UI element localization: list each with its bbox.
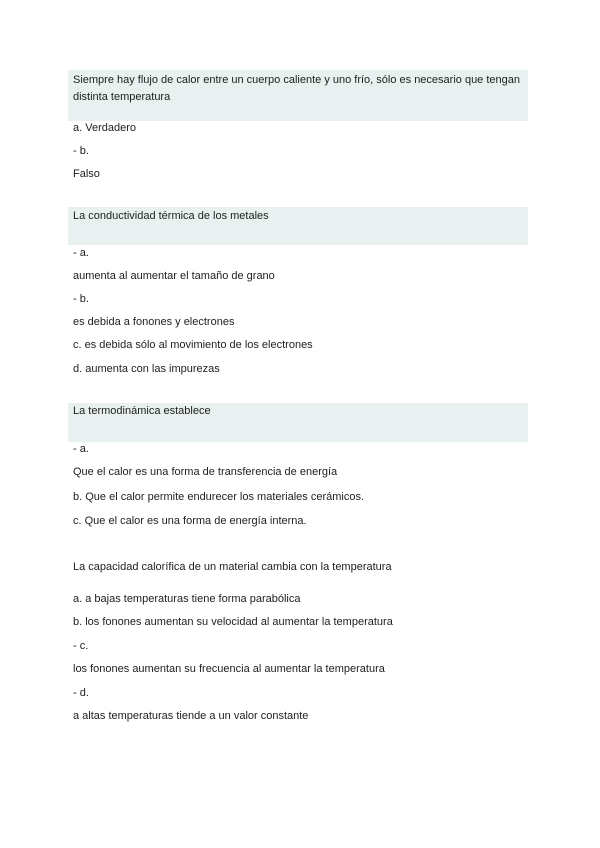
question-1-prompt: Siempre hay flujo de calor entre un cuerpo caliente y uno frío, sólo es necesario que tengan distinta temperatura bbox=[73, 74, 520, 103]
question-4-option-d-marker: - d. bbox=[73, 687, 89, 699]
question-2-option-a-marker: - a. bbox=[73, 247, 89, 259]
question-4-option-c-marker: - c. bbox=[73, 640, 89, 652]
question-4-prompt: La capacidad calorífica de un material cambia con la temperatura bbox=[73, 561, 392, 573]
question-4-option-a: a. a bajas temperaturas tiene forma parabólica bbox=[73, 593, 301, 605]
question-1-prompt-box bbox=[68, 70, 528, 121]
question-3-option-a-text: Que el calor es una forma de transferencia de energía bbox=[73, 466, 338, 478]
question-3-prompt: La termodinámica establece bbox=[73, 405, 211, 417]
question-3-option-a-marker: - a. bbox=[73, 443, 89, 455]
question-1-option-a: a. Verdadero bbox=[73, 122, 136, 134]
question-2-option-d: d. aumenta con las impurezas bbox=[73, 363, 220, 375]
question-4-option-c-text: los fonones aumentan su frecuencia al aumentar la temperatura bbox=[73, 663, 385, 675]
question-4-option-b: b. los fonones aumentan su velocidad al aumentar la temperatura bbox=[73, 616, 393, 628]
question-2-option-c: c. es debida sólo al movimiento de los electrones bbox=[73, 339, 313, 351]
question-2-option-b-text: es debida a fonones y electrones bbox=[73, 316, 235, 328]
question-1-option-b-marker: - b. bbox=[73, 145, 89, 157]
question-4-option-d-text: a altas temperaturas tiende a un valor constante bbox=[73, 710, 309, 722]
question-2-option-b-marker: - b. bbox=[73, 293, 89, 305]
question-2-option-a-text: aumenta al aumentar el tamaño de grano bbox=[73, 270, 275, 282]
question-3-option-b: b. Que el calor permite endurecer los materiales cerámicos. bbox=[73, 491, 365, 503]
question-1-option-b-text: Falso bbox=[73, 168, 100, 180]
question-2-prompt-box bbox=[68, 207, 528, 245]
question-2-prompt: La conductividad térmica de los metales bbox=[73, 210, 269, 222]
question-3-option-c: c. Que el calor es una forma de energía interna. bbox=[73, 515, 307, 527]
question-3-prompt-box bbox=[68, 403, 528, 442]
